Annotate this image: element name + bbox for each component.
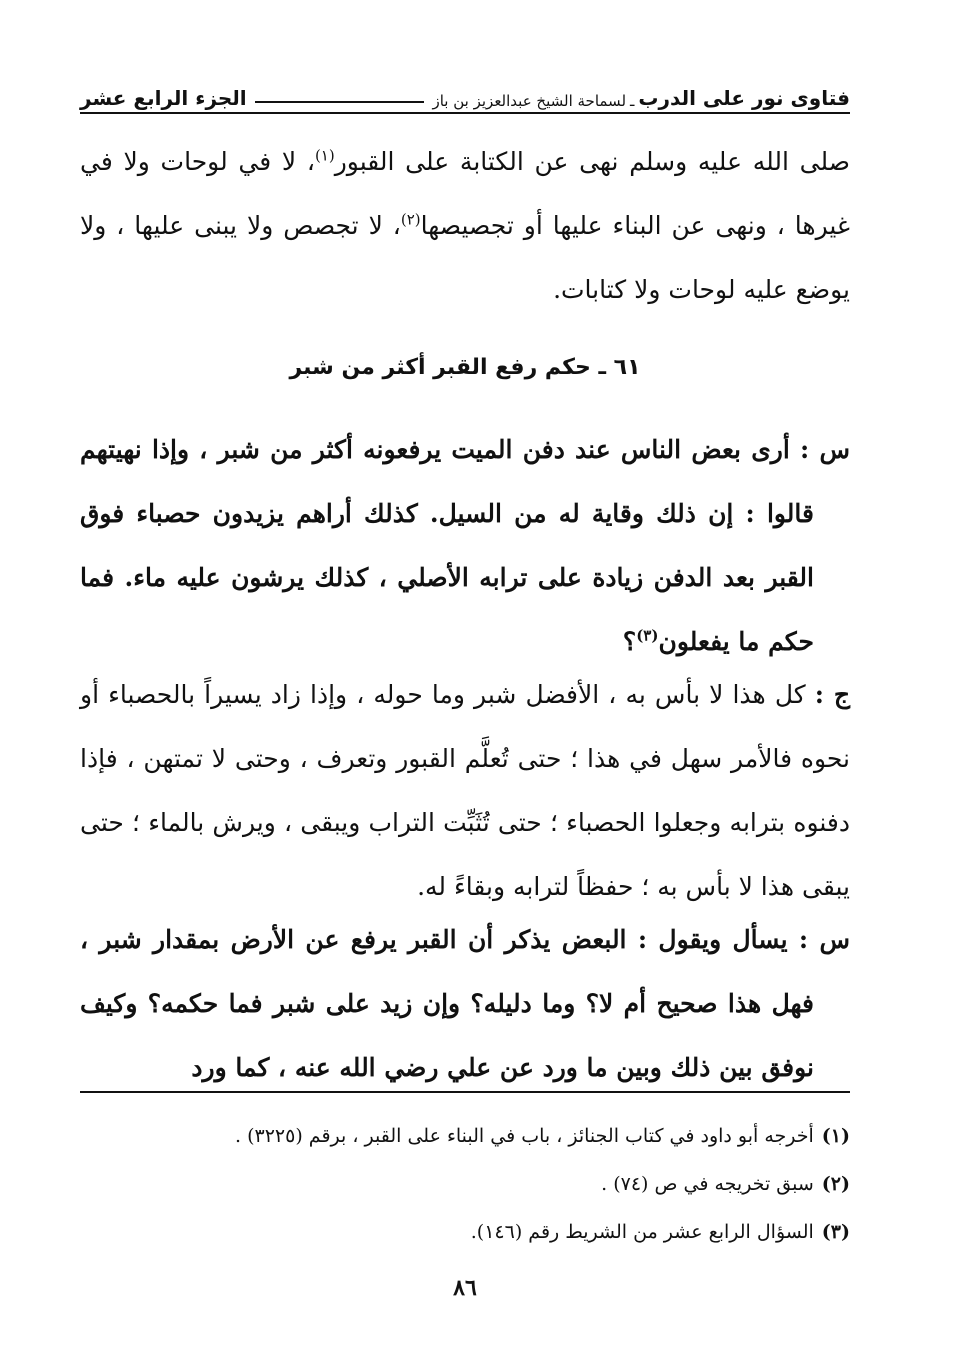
question-2 xyxy=(80,908,850,1100)
footnote-ref-2[interactable]: (٢) xyxy=(400,210,421,229)
volume-label: الجزء الرابع عشر xyxy=(80,86,247,110)
intro-text-2: ، لا في لوحات ولا في غيرها ، ونهى عن البناء عليها أو تجصيصها xyxy=(80,147,850,240)
footnote-ref-1[interactable]: (١) xyxy=(314,146,335,165)
footnote-2-number: (٢) xyxy=(821,1173,850,1195)
footnote-1 xyxy=(80,1112,850,1160)
book-title: فتاوى نور على الدرب xyxy=(638,86,850,110)
answer-1-label: ج : xyxy=(814,680,851,709)
footnote-ref-3[interactable]: (٣) xyxy=(636,626,659,645)
footnote-1-number: (١) xyxy=(821,1125,850,1147)
intro-text-1: صلى الله عليه وسلم نهى عن الكتابة على القبور xyxy=(334,147,850,176)
answer-1 xyxy=(80,663,850,919)
header-dash-rule xyxy=(255,101,425,103)
question-2-text: يسأل ويقول : البعض يذكر أن القبر يرفع عن الأرض بمقدار شبر ، فهل هذا صحيح أم لا؟ وما دليله؟ وإن زيد على شبر فما حكمه؟ وكيف نوفق بين ذلك وبين ما ورد عن علي رضي الله عنه ، كما ورد xyxy=(80,925,814,1082)
intro-text-3: ، لا تجصص ولا يبنى عليها ، ولا يوضع عليه لوحات ولا كتابات. xyxy=(80,211,850,304)
answer-1-text: كل هذا لا بأس به ، الأفضل شبر وما حوله ، وإذا زاد يسيراً بالحصباء أو نحوه فالأمر سهل في هذا ؛ حتى تُعلَّم القبور وتعرف ، وحتى لا تمتهن ، فإذا دفنوه بترابه وجعلوا الحصباء ؛ حتى تُثَبِّت التراب ويبقى ، ويرش بالماء ؛ حتى يبقى هذا لا بأس به ؛ حفظاً لترابه وبقاءً له. xyxy=(80,680,850,901)
question-2-label: س : xyxy=(798,925,850,954)
header-separator: ـ xyxy=(630,92,635,110)
footnote-3 xyxy=(80,1208,850,1256)
running-header xyxy=(80,72,850,110)
page-number: ٨٦ xyxy=(453,1275,477,1301)
footnotes xyxy=(80,1112,850,1256)
header-divider xyxy=(80,112,850,114)
footnote-2-text: سبق تخريجه في ص (٧٤) . xyxy=(601,1173,814,1195)
intro-paragraph xyxy=(80,130,850,322)
question-1-text: أرى بعض الناس عند دفن الميت يرفعونه أكثر من شبر ، وإذا نهيتهم قالوا : إن ذلك وقاية له من السيل. كذلك أراهم يزيدون حصباء فوق القبر بعد الدفن زيادة على ترابه الأصلي ، كذلك يرشون عليه ماء. فما حكم ما يفعلون xyxy=(80,435,814,656)
question-1-label: س : xyxy=(800,435,850,464)
question-1-end: ؟ xyxy=(622,627,637,656)
book-author: لسماحة الشيخ عبدالعزيز بن باز xyxy=(432,92,627,110)
footnote-3-text: السؤال الرابع عشر من الشريط رقم (١٤٦). xyxy=(470,1221,814,1243)
question-1 xyxy=(80,418,850,674)
footnote-1-text: أخرجه أبو داود في كتاب الجنائز ، باب في البناء على القبر ، برقم (٣٢٢٥) . xyxy=(235,1125,814,1147)
footnote-2 xyxy=(80,1160,850,1208)
section-heading: ٦١ ـ حكم رفع القبر أكثر من شبر xyxy=(289,355,641,380)
footnote-3-number: (٣) xyxy=(821,1221,850,1243)
footnote-divider xyxy=(80,1091,850,1093)
